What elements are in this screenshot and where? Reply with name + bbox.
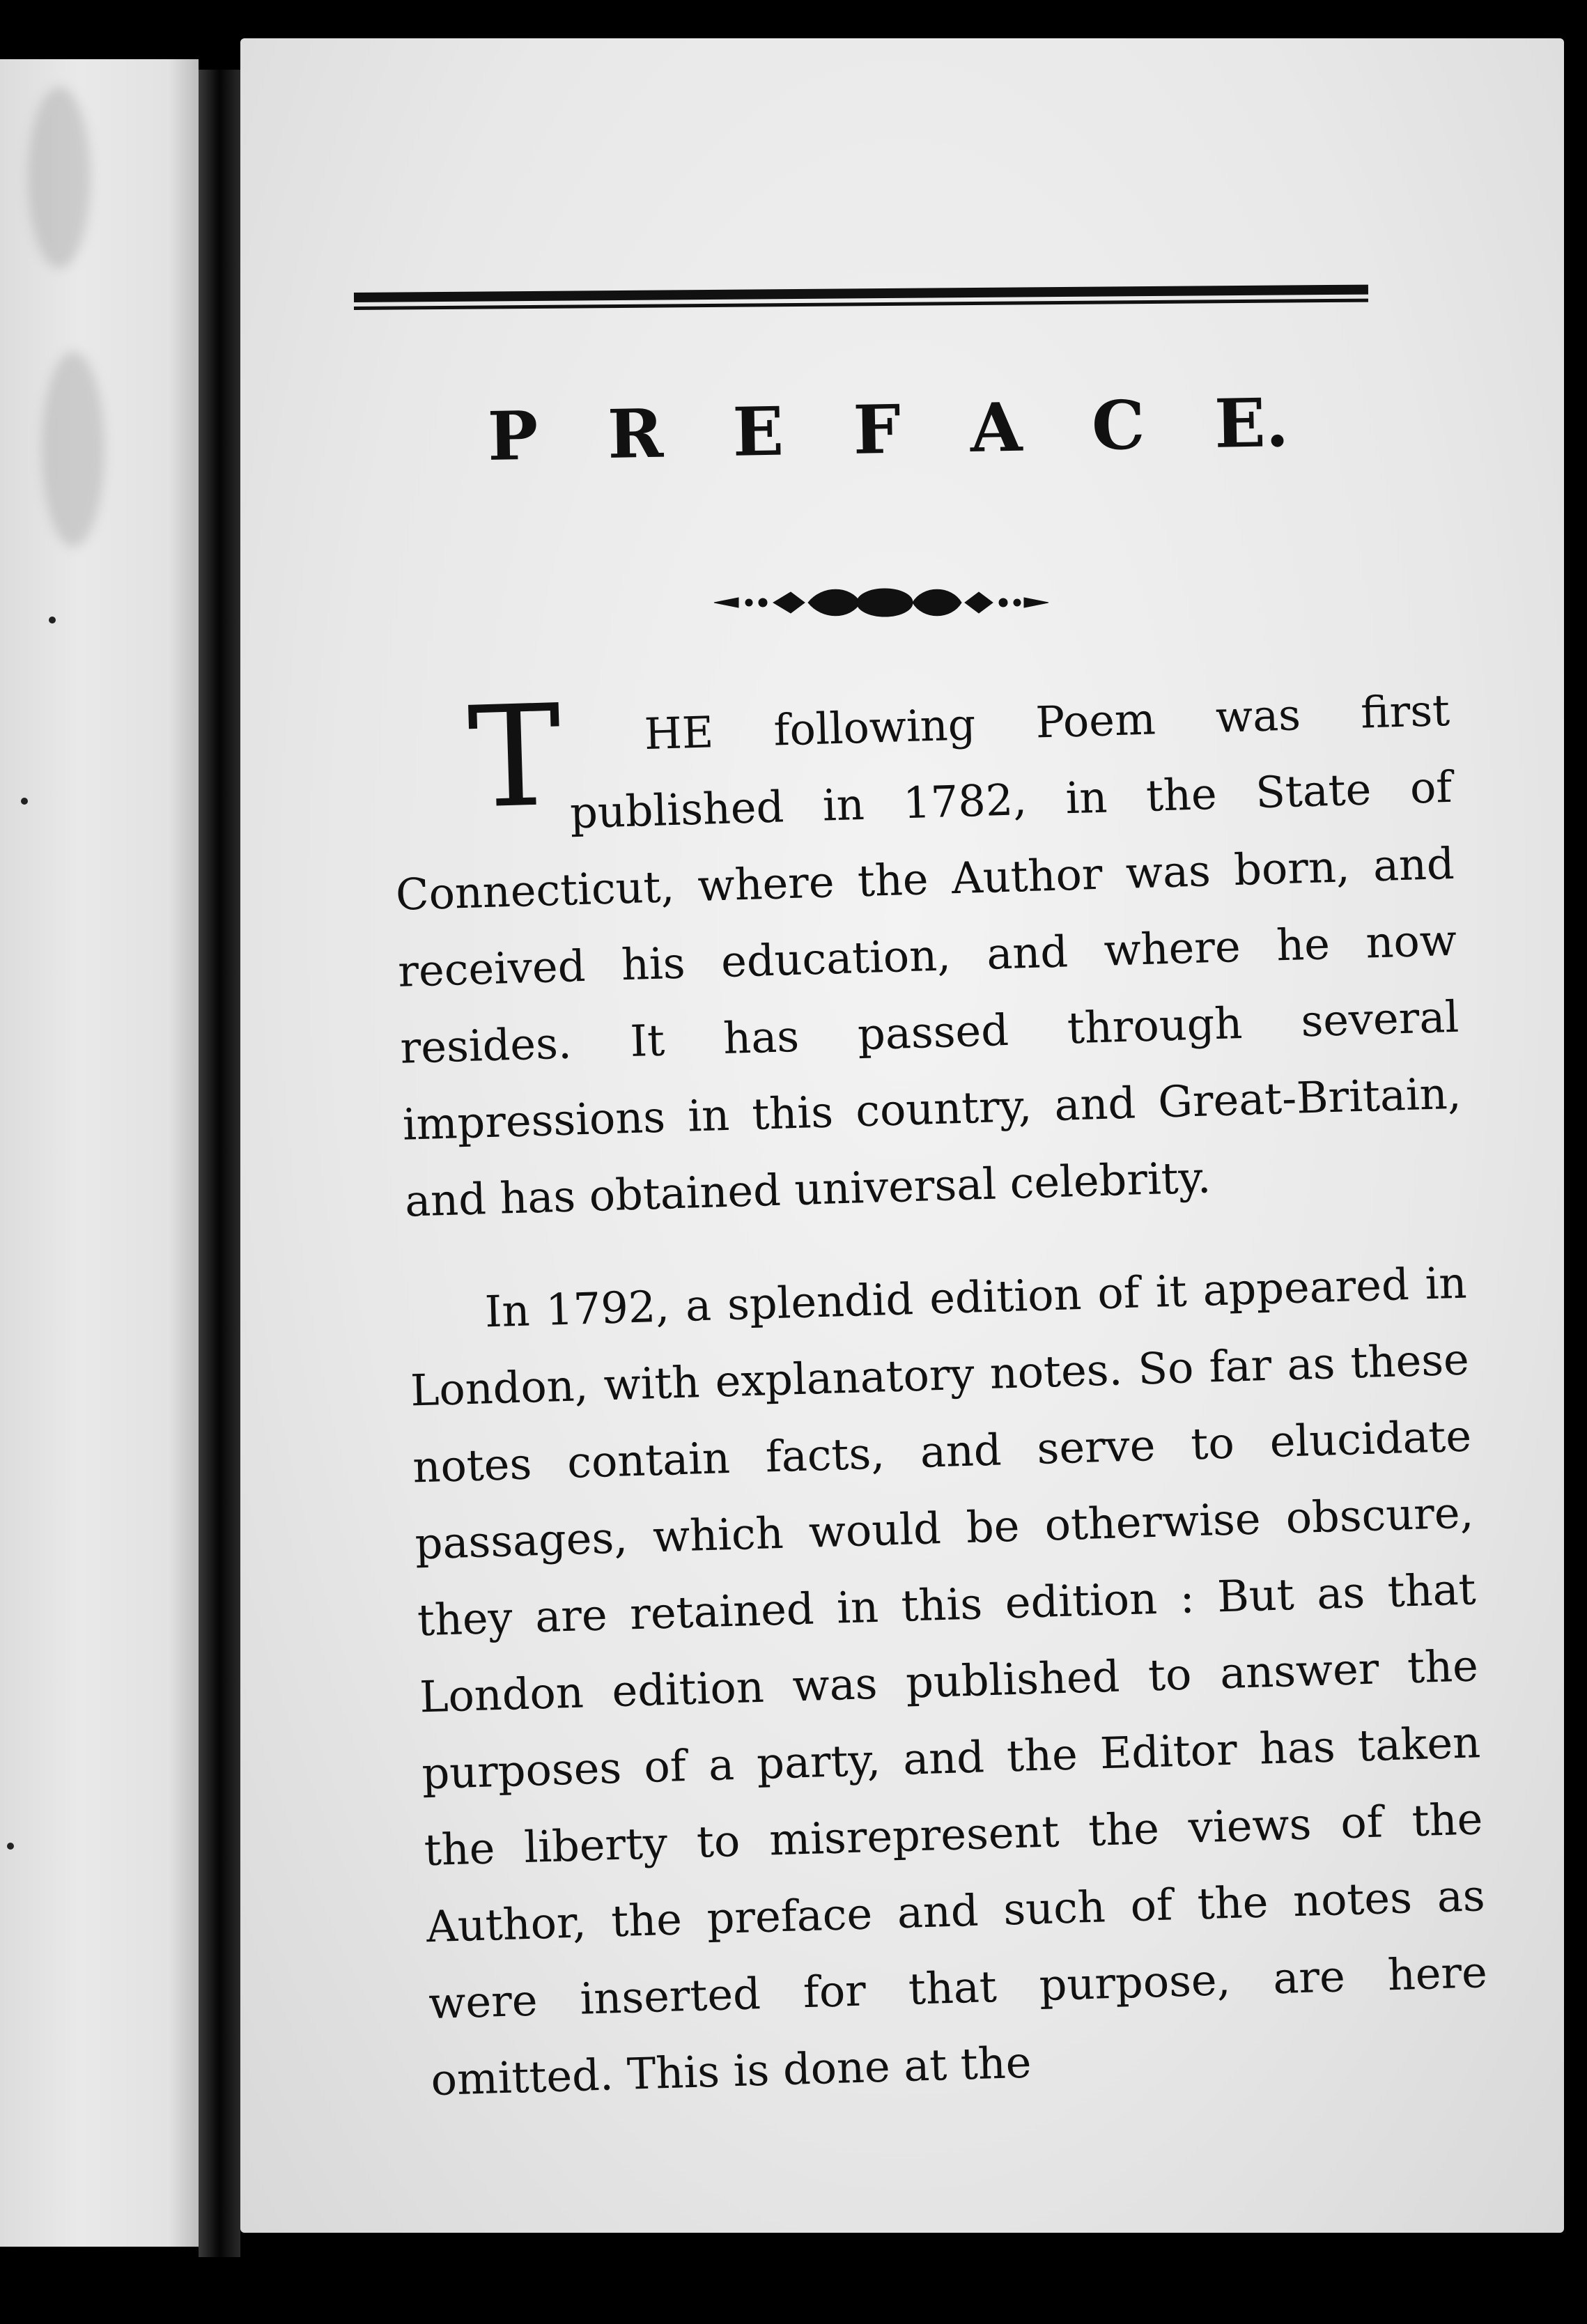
paragraph-text: following Poem was first published in 1782, in the State of Connecticut, where the Author was born, and received his education, and where he now resides. It has passed through several impressions in this country, and Great-Britain, and has obtained universal celebrity. bbox=[395, 684, 1462, 1227]
drop-cap: T bbox=[465, 674, 564, 840]
book-gutter bbox=[199, 70, 240, 2257]
page-speck bbox=[7, 1843, 14, 1850]
paragraph-1 bbox=[390, 672, 1464, 1240]
ornamental-fleuron-icon bbox=[711, 571, 1052, 634]
page-speck bbox=[49, 617, 56, 623]
paragraph-2 bbox=[407, 1245, 1490, 2119]
title-letter: F bbox=[852, 389, 901, 470]
title-letter: R bbox=[607, 394, 664, 474]
lead-word: HE bbox=[643, 706, 715, 760]
page-stain bbox=[42, 352, 104, 547]
page-title bbox=[487, 383, 1290, 476]
title-letter: E. bbox=[1214, 382, 1290, 463]
title-letter: E bbox=[731, 392, 784, 472]
title-letter: P bbox=[487, 396, 539, 477]
facing-page bbox=[0, 59, 199, 2247]
page-speck bbox=[21, 798, 28, 805]
page-stain bbox=[28, 87, 91, 268]
title-letter: A bbox=[969, 387, 1023, 467]
paragraph-text: In 1792, a splendid edition of it appeared in London, with explanatory notes. So far as these notes contain facts, and serve to elucidate passages, which would be otherwise obscure, they are retained in this edition : But as that London edition was published to answer the purposes of a party, and the Editor has taken the liberty to misrepresent the views of the Author, the preface and such of the notes as were inserted for that purpose, are here omitted. This is done at the bbox=[410, 1257, 1488, 2106]
preface-body bbox=[390, 672, 1491, 2118]
title-letter: C bbox=[1091, 385, 1146, 465]
